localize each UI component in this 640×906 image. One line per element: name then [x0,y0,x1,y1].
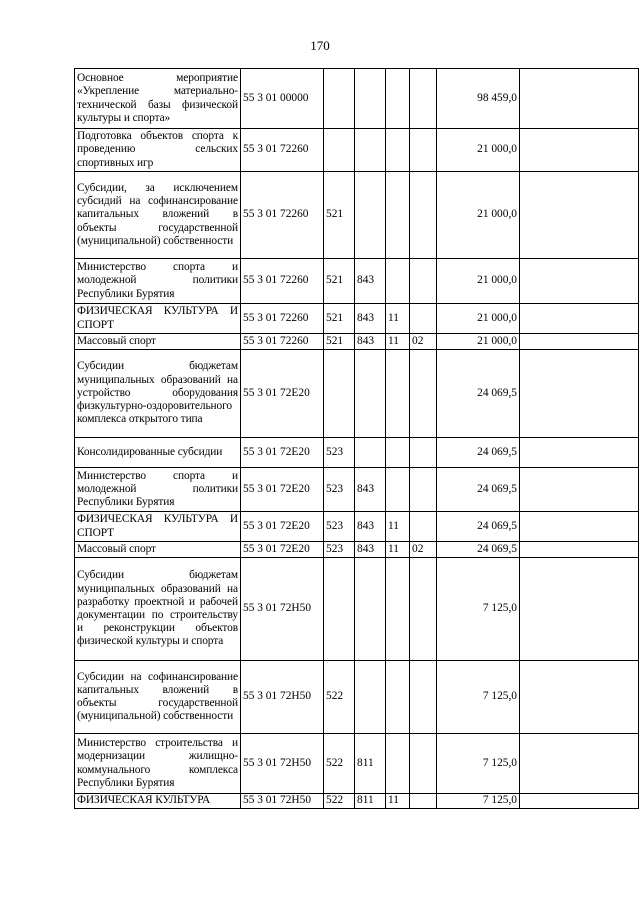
table-row [75,512,639,542]
row-extra-cell [520,468,639,512]
row-amount: 24 069,5 [437,438,520,468]
row-subsection [410,794,437,809]
row-section [386,172,410,259]
row-subsection: 02 [410,334,437,350]
row-section [386,438,410,468]
row-target-code: 55 3 01 72260 [241,129,324,172]
table-row [75,661,639,734]
row-section [386,69,410,129]
row-extra-cell [520,334,639,350]
row-subsection [410,661,437,734]
row-target-code: 55 3 01 72Н50 [241,734,324,794]
table-row [75,69,639,129]
row-target-code: 55 3 01 72Е20 [241,350,324,438]
row-extra-cell [520,794,639,809]
row-amount: 7 125,0 [437,661,520,734]
row-ministry-code [355,129,386,172]
row-amount: 24 069,5 [437,350,520,438]
table-row [75,304,639,334]
row-ministry-code [355,558,386,661]
row-subsection [410,558,437,661]
row-name: ФИЗИЧЕСКАЯ КУЛЬТУРА И СПОРТ [75,304,241,334]
row-extra-cell [520,172,639,259]
row-target-code: 55 3 01 72260 [241,259,324,304]
row-section [386,661,410,734]
row-extra-cell [520,304,639,334]
row-subsection [410,350,437,438]
row-section [386,259,410,304]
row-subsection [410,259,437,304]
row-expense-type: 522 [324,734,355,794]
row-expense-type: 522 [324,794,355,809]
row-section [386,350,410,438]
row-section: 11 [386,304,410,334]
row-target-code: 55 3 01 72Е20 [241,542,324,558]
row-section: 11 [386,334,410,350]
row-subsection [410,304,437,334]
table-row [75,259,639,304]
row-name: Подготовка объектов спорта к проведению сельских спортивных игр [75,129,241,172]
row-subsection [410,438,437,468]
table-row [75,794,639,809]
row-target-code: 55 3 01 72Е20 [241,438,324,468]
row-subsection [410,69,437,129]
row-ministry-code: 843 [355,468,386,512]
row-ministry-code: 843 [355,334,386,350]
row-amount: 7 125,0 [437,558,520,661]
row-section [386,129,410,172]
row-expense-type: 521 [324,304,355,334]
row-target-code: 55 3 01 72Н50 [241,558,324,661]
row-name: Субсидии, за исключением субсидий на софинансирование капитальных вложений в объекты государственной (муниципальной) собственности [75,172,241,259]
row-expense-type: 521 [324,334,355,350]
row-amount: 24 069,5 [437,542,520,558]
row-expense-type: 523 [324,468,355,512]
row-extra-cell [520,350,639,438]
row-expense-type [324,350,355,438]
table-row [75,542,639,558]
row-name: Субсидии бюджетам муниципальных образований на устройство оборудования физкультурно-оздоровительного комплекса открытого типа [75,350,241,438]
row-ministry-code: 811 [355,794,386,809]
row-amount: 24 069,5 [437,468,520,512]
row-section: 11 [386,794,410,809]
row-amount: 21 000,0 [437,129,520,172]
row-expense-type [324,129,355,172]
row-name: ФИЗИЧЕСКАЯ КУЛЬТУРА [75,794,241,809]
row-extra-cell [520,69,639,129]
row-subsection [410,129,437,172]
row-target-code: 55 3 01 72Е20 [241,468,324,512]
row-subsection [410,172,437,259]
row-name: ФИЗИЧЕСКАЯ КУЛЬТУРА И СПОРТ [75,512,241,542]
row-expense-type: 521 [324,259,355,304]
table-row [75,350,639,438]
row-name: Основное мероприятие «Укрепление материально-технической базы физической культуры и спорта» [75,69,241,129]
row-section [386,468,410,512]
row-extra-cell [520,661,639,734]
row-amount: 98 459,0 [437,69,520,129]
row-target-code: 55 3 01 72Н50 [241,661,324,734]
row-target-code: 55 3 01 72260 [241,334,324,350]
row-extra-cell [520,542,639,558]
row-expense-type: 523 [324,438,355,468]
row-name: Массовый спорт [75,334,241,350]
row-ministry-code: 811 [355,734,386,794]
row-ministry-code [355,438,386,468]
row-amount: 7 125,0 [437,734,520,794]
row-expense-type: 522 [324,661,355,734]
row-section [386,734,410,794]
row-extra-cell [520,512,639,542]
row-ministry-code: 843 [355,304,386,334]
row-amount: 24 069,5 [437,512,520,542]
row-amount: 7 125,0 [437,794,520,809]
row-ministry-code [355,350,386,438]
row-target-code: 55 3 01 72260 [241,172,324,259]
row-amount: 21 000,0 [437,304,520,334]
row-name: Министерство спорта и молодежной политики Республики Бурятия [75,259,241,304]
row-ministry-code [355,69,386,129]
row-name: Субсидии на софинансирование капитальных вложений в объекты государственной (муниципальной) собственности [75,661,241,734]
row-name: Министерство строительства и модернизации жилищно-коммунального комплекса Республики Бурятия [75,734,241,794]
row-section [386,558,410,661]
row-expense-type: 523 [324,512,355,542]
row-section: 11 [386,512,410,542]
row-subsection: 02 [410,542,437,558]
row-target-code: 55 3 01 72260 [241,304,324,334]
row-extra-cell [520,558,639,661]
row-section: 11 [386,542,410,558]
row-extra-cell [520,438,639,468]
row-name: Субсидии бюджетам муниципальных образований на разработку проектной и рабочей документации по строительству и реконструкции объектов физической культуры и спорта [75,558,241,661]
row-target-code: 55 3 01 00000 [241,69,324,129]
row-ministry-code: 843 [355,259,386,304]
row-extra-cell [520,734,639,794]
row-name: Массовый спорт [75,542,241,558]
row-name: Министерство спорта и молодежной политики Республики Бурятия [75,468,241,512]
row-target-code: 55 3 01 72Н50 [241,794,324,809]
row-subsection [410,734,437,794]
table-row [75,438,639,468]
table-row [75,734,639,794]
row-amount: 21 000,0 [437,259,520,304]
table-row [75,334,639,350]
row-target-code: 55 3 01 72Е20 [241,512,324,542]
table-row [75,172,639,259]
row-ministry-code [355,172,386,259]
row-expense-type: 521 [324,172,355,259]
table-row [75,468,639,512]
table-row [75,129,639,172]
budget-table-body [75,69,639,809]
row-ministry-code [355,661,386,734]
row-extra-cell [520,129,639,172]
row-amount: 21 000,0 [437,172,520,259]
row-expense-type [324,69,355,129]
row-subsection [410,512,437,542]
row-name: Консолидированные субсидии [75,438,241,468]
budget-table [74,68,639,809]
page-number: 170 [310,38,330,53]
row-amount: 21 000,0 [437,334,520,350]
table-row [75,558,639,661]
row-ministry-code: 843 [355,512,386,542]
row-extra-cell [520,259,639,304]
row-ministry-code: 843 [355,542,386,558]
row-expense-type [324,558,355,661]
row-subsection [410,468,437,512]
row-expense-type: 523 [324,542,355,558]
